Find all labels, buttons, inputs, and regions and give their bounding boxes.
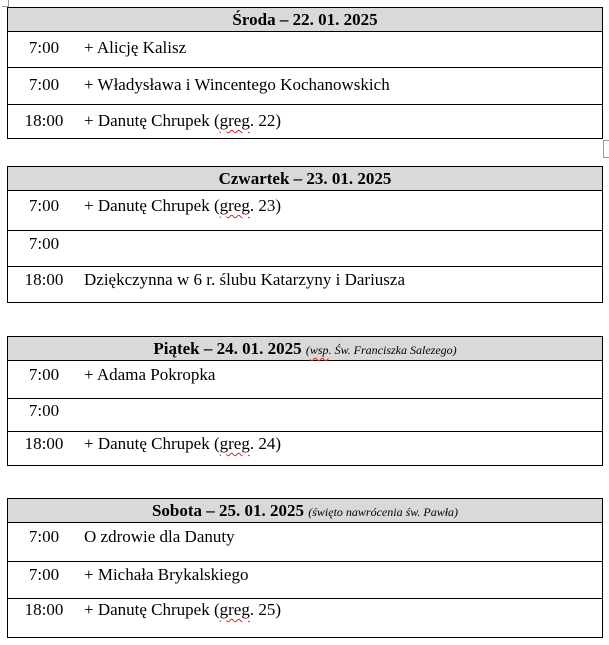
spellcheck-underline: greg — [219, 600, 250, 619]
day-title: Sobota – 25. 01. 2025 — [151, 501, 305, 520]
mass-intention: + Władysława i Wincentego Kochanowskich — [84, 75, 390, 94]
mass-row — [8, 231, 602, 267]
mass-row — [8, 105, 602, 139]
mass-time: 18:00 — [24, 600, 64, 619]
mass-row — [8, 599, 602, 637]
mass-intention: + Adama Pokropka — [84, 365, 216, 384]
mass-time: 7:00 — [28, 196, 60, 215]
mass-time: 18:00 — [24, 270, 64, 289]
mass-intention: + Alicję Kalisz — [84, 38, 187, 57]
mass-row — [8, 361, 602, 399]
day-note: (wsp. Św. Franciszka Salezego) — [305, 343, 457, 357]
mass-time: 7:00 — [28, 365, 60, 384]
mass-time: 7:00 — [28, 401, 60, 420]
mass-intention: + Michała Brykalskiego — [84, 565, 249, 584]
day-table-saturday — [7, 498, 603, 638]
mass-time: 18:00 — [24, 111, 64, 130]
mass-time: 7:00 — [28, 565, 60, 584]
mass-row — [8, 523, 602, 562]
day-title: Środa – 22. 01. 2025 — [232, 10, 378, 29]
mass-intention: + Danutę Chrupek (greg. 24) — [84, 434, 282, 453]
spellcheck-underline: greg — [219, 434, 250, 453]
mass-intention: + Danutę Chrupek (greg. 22) — [84, 111, 282, 130]
spellcheck-underline: greg — [219, 111, 250, 130]
mass-intention: + Danutę Chrupek (greg. 23) — [84, 196, 282, 215]
mass-time: 7:00 — [28, 38, 60, 57]
day-header — [8, 8, 602, 32]
mass-row — [8, 32, 602, 68]
day-table-friday — [7, 336, 603, 466]
day-note: (święto nawrócenia św. Pawła) — [308, 505, 459, 519]
mass-time: 7:00 — [28, 234, 60, 253]
day-header — [8, 337, 602, 361]
mass-row — [8, 562, 602, 599]
mass-row — [8, 432, 602, 465]
day-table-thursday — [7, 166, 603, 303]
day-title: Piątek – 24. 01. 2025 — [153, 339, 302, 358]
day-header — [8, 167, 602, 191]
day-header — [8, 499, 602, 523]
mass-time: 18:00 — [24, 434, 64, 453]
mass-intention: + Danutę Chrupek (greg. 25) — [84, 600, 282, 619]
spellcheck-underline: wsp — [309, 343, 329, 357]
text-boundary-side-mark — [603, 140, 609, 158]
day-title: Czwartek – 23. 01. 2025 — [218, 169, 392, 188]
mass-row — [8, 267, 602, 302]
text-boundary-corner-mark — [2, 0, 9, 7]
spellcheck-underline: greg — [219, 196, 250, 215]
mass-row — [8, 68, 602, 105]
mass-time: 7:00 — [28, 527, 60, 546]
mass-intention: Dziękczynna w 6 r. ślubu Katarzyny i Dariusza — [84, 270, 405, 289]
day-table-wednesday — [7, 7, 603, 139]
mass-row — [8, 399, 602, 432]
mass-time: 7:00 — [28, 75, 60, 94]
mass-intention: O zdrowie dla Danuty — [84, 527, 235, 546]
mass-row — [8, 191, 602, 231]
